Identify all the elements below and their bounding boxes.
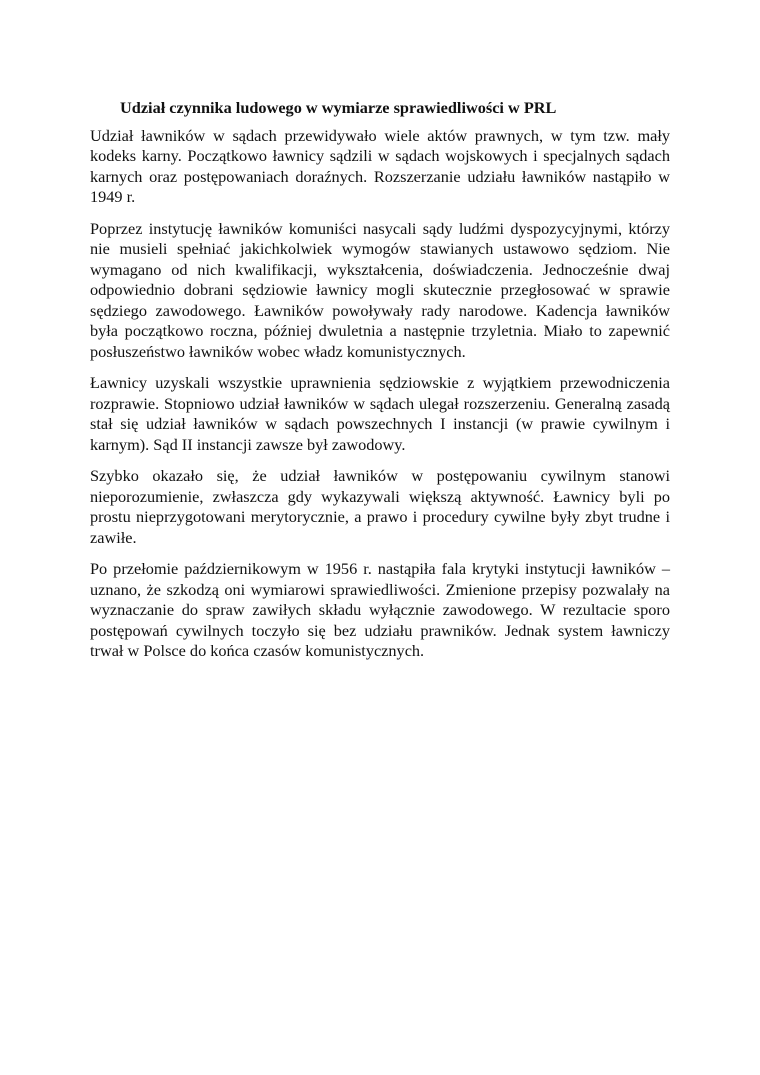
paragraph-2: Poprzez instytucję ławników komuniści nasycali sądy ludźmi dyspozycyjnymi, którzy nie musieli spełniać jakichkolwiek wymogów stawianych ustawowo sędziom. Nie wymagano od nich kwalifikacji, wykształcenia, doświadczenia. Jednocześnie dwaj odpowiednio dobrani sędziowie ławnicy mogli skutecznie przegłosować w sprawie sędziego zawodowego. Ławników powoływały rady narodowe. Kadencja ławników była początkowo roczna, później dwuletnia a następnie trzyletnia. Miało to zapewnić posłuszeństwo ławników wobec władz komunistycznych.	[90, 218, 670, 361]
document-body	[90, 98, 670, 673]
paragraph-3: Ławnicy uzyskali wszystkie uprawnienia sędziowskie z wyjątkiem przewodniczenia rozprawie. Stopniowo udział ławników w sądach ulegał rozszerzeniu. Generalną zasadą stał się udział ławników w sądach powszechnych I instancji (w prawie cywilnym i karnym). Sąd II instancji zawsze był zawodowy.	[90, 373, 670, 454]
document-title: Udział czynnika ludowego w wymiarze sprawiedliwości w PRL	[120, 98, 557, 117]
paragraph-4: Szybko okazało się, że udział ławników w postępowaniu cywilnym stanowi nieporozumienie, zwłaszcza gdy wykazywali większą aktywność. Ławnicy byli po prostu nieprzygotowani merytorycznie, a prawo i procedury cywilne były zbyt trudne i zawiłe.	[90, 466, 670, 547]
paragraph-5: Po przełomie październikowym w 1956 r. nastąpiła fala krytyki instytucji ławników – uznano, że szkodzą oni wymiarowi sprawiedliwości. Zmienione przepisy pozwalały na wyznaczanie do spraw zawiłych składu wyłącznie zawodowego. W rezultacie sporo postępowań cywilnych toczyło się bez udziału prawników. Jednak system ławniczy trwał w Polsce do końca czasów komunistycznych.	[90, 559, 670, 660]
paragraph-1: Udział ławników w sądach przewidywało wiele aktów prawnych, w tym tzw. mały kodeks karny. Początkowo ławnicy sądzili w sądach wojskowych i specjalnych sądach karnych oraz postępowaniach doraźnych. Rozszerzanie udziału ławników nastąpiło w 1949 r.	[90, 125, 670, 206]
